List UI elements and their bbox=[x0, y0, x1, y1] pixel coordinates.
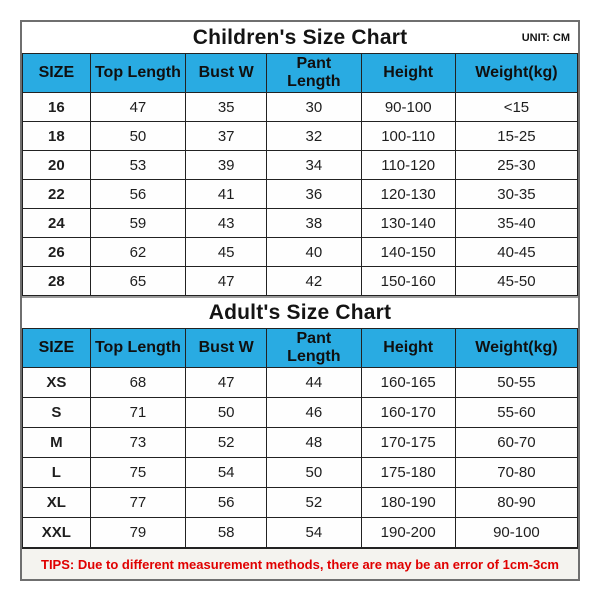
value-cell: 38 bbox=[267, 209, 361, 238]
value-cell: 46 bbox=[267, 398, 361, 428]
children-chart-title-row bbox=[22, 22, 578, 53]
table-row bbox=[23, 93, 578, 122]
children-size-table bbox=[22, 53, 578, 296]
children-header-row bbox=[23, 54, 578, 93]
table-row bbox=[23, 151, 578, 180]
column-header: Pant Length bbox=[267, 54, 361, 93]
value-cell: 80-90 bbox=[455, 488, 577, 518]
value-cell: 41 bbox=[186, 180, 267, 209]
adult-size-table bbox=[22, 328, 578, 548]
value-cell: 54 bbox=[267, 518, 361, 548]
value-cell: <15 bbox=[455, 93, 577, 122]
size-chart-sheet bbox=[20, 20, 580, 581]
value-cell: 54 bbox=[186, 458, 267, 488]
column-header: Weight(kg) bbox=[455, 329, 577, 368]
adult-chart-title: Adult's Size Chart bbox=[208, 301, 392, 324]
table-row bbox=[23, 238, 578, 267]
value-cell: 39 bbox=[186, 151, 267, 180]
tips-text: TIPS: Due to different measurement methods, there are may be an error of 1cm-3cm bbox=[41, 557, 559, 572]
value-cell: 175-180 bbox=[361, 458, 455, 488]
table-row bbox=[23, 458, 578, 488]
value-cell: 35-40 bbox=[455, 209, 577, 238]
table-row bbox=[23, 180, 578, 209]
value-cell: 160-165 bbox=[361, 368, 455, 398]
value-cell: 100-110 bbox=[361, 122, 455, 151]
size-cell: 18 bbox=[23, 122, 91, 151]
value-cell: 45 bbox=[186, 238, 267, 267]
value-cell: 60-70 bbox=[455, 428, 577, 458]
value-cell: 71 bbox=[90, 398, 185, 428]
value-cell: 62 bbox=[90, 238, 185, 267]
value-cell: 36 bbox=[267, 180, 361, 209]
value-cell: 40-45 bbox=[455, 238, 577, 267]
column-header: Pant Length bbox=[267, 329, 361, 368]
table-row bbox=[23, 488, 578, 518]
value-cell: 170-175 bbox=[361, 428, 455, 458]
value-cell: 150-160 bbox=[361, 267, 455, 296]
column-header: Top Length bbox=[90, 54, 185, 93]
adult-header-row bbox=[23, 329, 578, 368]
value-cell: 50 bbox=[90, 122, 185, 151]
column-header: Weight(kg) bbox=[455, 54, 577, 93]
value-cell: 15-25 bbox=[455, 122, 577, 151]
table-row bbox=[23, 368, 578, 398]
value-cell: 42 bbox=[267, 267, 361, 296]
value-cell: 140-150 bbox=[361, 238, 455, 267]
size-cell: M bbox=[23, 428, 91, 458]
size-cell: XL bbox=[23, 488, 91, 518]
column-header: SIZE bbox=[23, 54, 91, 93]
size-cell: 22 bbox=[23, 180, 91, 209]
column-header: Bust W bbox=[186, 54, 267, 93]
value-cell: 30-35 bbox=[455, 180, 577, 209]
value-cell: 59 bbox=[90, 209, 185, 238]
value-cell: 90-100 bbox=[361, 93, 455, 122]
value-cell: 77 bbox=[90, 488, 185, 518]
value-cell: 50 bbox=[267, 458, 361, 488]
size-cell: 20 bbox=[23, 151, 91, 180]
value-cell: 35 bbox=[186, 93, 267, 122]
size-cell: L bbox=[23, 458, 91, 488]
value-cell: 32 bbox=[267, 122, 361, 151]
value-cell: 130-140 bbox=[361, 209, 455, 238]
children-chart-title: Children's Size Chart bbox=[192, 25, 408, 49]
value-cell: 43 bbox=[186, 209, 267, 238]
adult-table-body bbox=[23, 368, 578, 548]
column-header: Height bbox=[361, 54, 455, 93]
value-cell: 40 bbox=[267, 238, 361, 267]
column-header: Top Length bbox=[90, 329, 185, 368]
value-cell: 48 bbox=[267, 428, 361, 458]
value-cell: 56 bbox=[90, 180, 185, 209]
value-cell: 90-100 bbox=[455, 518, 577, 548]
value-cell: 70-80 bbox=[455, 458, 577, 488]
value-cell: 56 bbox=[186, 488, 267, 518]
value-cell: 34 bbox=[267, 151, 361, 180]
size-cell: XXL bbox=[23, 518, 91, 548]
value-cell: 50-55 bbox=[455, 368, 577, 398]
table-row bbox=[23, 122, 578, 151]
column-header: SIZE bbox=[23, 329, 91, 368]
value-cell: 25-30 bbox=[455, 151, 577, 180]
size-cell: S bbox=[23, 398, 91, 428]
value-cell: 79 bbox=[90, 518, 185, 548]
value-cell: 120-130 bbox=[361, 180, 455, 209]
value-cell: 47 bbox=[90, 93, 185, 122]
value-cell: 37 bbox=[186, 122, 267, 151]
size-cell: 16 bbox=[23, 93, 91, 122]
size-cell: 26 bbox=[23, 238, 91, 267]
value-cell: 160-170 bbox=[361, 398, 455, 428]
value-cell: 52 bbox=[186, 428, 267, 458]
value-cell: 65 bbox=[90, 267, 185, 296]
table-row bbox=[23, 398, 578, 428]
size-cell: 28 bbox=[23, 267, 91, 296]
adult-table-head bbox=[23, 329, 578, 368]
value-cell: 180-190 bbox=[361, 488, 455, 518]
value-cell: 110-120 bbox=[361, 151, 455, 180]
table-row bbox=[23, 428, 578, 458]
value-cell: 30 bbox=[267, 93, 361, 122]
column-header: Height bbox=[361, 329, 455, 368]
value-cell: 190-200 bbox=[361, 518, 455, 548]
value-cell: 75 bbox=[90, 458, 185, 488]
unit-label: UNIT: CM bbox=[521, 31, 570, 44]
value-cell: 44 bbox=[267, 368, 361, 398]
size-cell: 24 bbox=[23, 209, 91, 238]
value-cell: 68 bbox=[90, 368, 185, 398]
value-cell: 50 bbox=[186, 398, 267, 428]
value-cell: 47 bbox=[186, 368, 267, 398]
value-cell: 58 bbox=[186, 518, 267, 548]
adult-chart-title-row bbox=[22, 296, 578, 328]
value-cell: 73 bbox=[90, 428, 185, 458]
children-table-body bbox=[23, 93, 578, 296]
table-row bbox=[23, 518, 578, 548]
value-cell: 52 bbox=[267, 488, 361, 518]
value-cell: 55-60 bbox=[455, 398, 577, 428]
tips-row bbox=[22, 548, 578, 579]
value-cell: 47 bbox=[186, 267, 267, 296]
value-cell: 53 bbox=[90, 151, 185, 180]
table-row bbox=[23, 209, 578, 238]
children-table-head bbox=[23, 54, 578, 93]
value-cell: 45-50 bbox=[455, 267, 577, 296]
size-cell: XS bbox=[23, 368, 91, 398]
column-header: Bust W bbox=[186, 329, 267, 368]
table-row bbox=[23, 267, 578, 296]
